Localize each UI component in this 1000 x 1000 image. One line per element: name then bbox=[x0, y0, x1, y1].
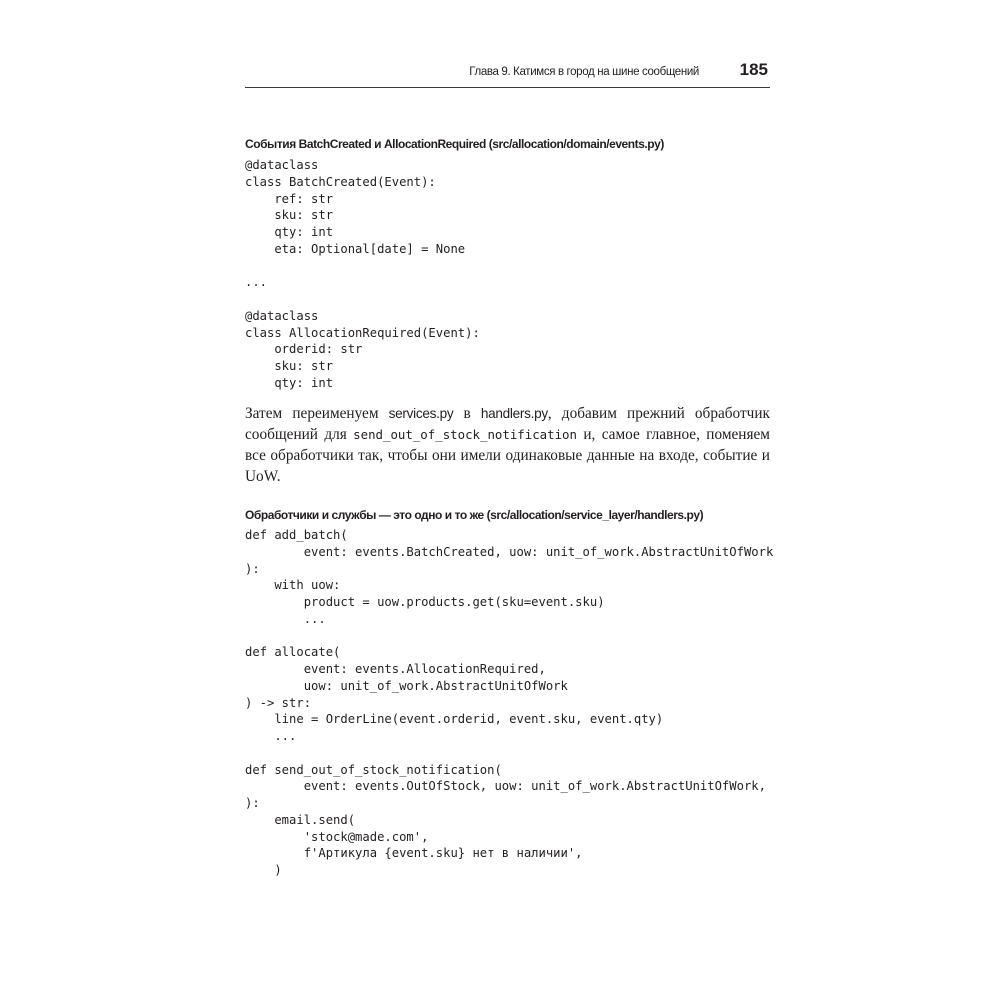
inline-code-handler-name: send_out_of_stock_notification bbox=[353, 427, 577, 442]
paragraph-text-4: и, самое главное, поменяем все обработчики так, чтобы они имели одинаковые данные на входе, событие и UoW. bbox=[245, 426, 770, 485]
book-page bbox=[245, 55, 774, 877]
listing-caption-handlers: Обработчики и службы — это одно и то же (src/allocation/service_layer/handlers.py) bbox=[245, 508, 704, 522]
listing-caption-events: События BatchCreated и AllocationRequired (src/allocation/domain/events.py) bbox=[245, 137, 664, 151]
paragraph-text-3: , добавим прежний обработчик сообщений для bbox=[245, 405, 770, 443]
body-paragraph bbox=[245, 403, 770, 487]
paragraph-text-2: в bbox=[453, 405, 481, 422]
paragraph-text-1: Затем переименуем bbox=[245, 405, 389, 422]
code-listing-handlers: def add_batch( event: events.BatchCreated, uow: unit_of_work.AbstractUnitOfWork ): with uow: product = uow.products.get(sku=event.sku) ... def allocate( event: events.AllocationRequired, uow: unit_of_work.AbstractUnitOfWork ) -> str: line = OrderLine(event.orderid, event.sku, event.qty) ... def send_out_of_stock_notification( event: events.OutOfStock, uow: unit_of_work.AbstractUnitOfWork, ): email.send( 'stock@made.com', f'Артикула {event.sku} нет в наличии', ) bbox=[245, 528, 774, 877]
filename-services: services.py bbox=[388, 406, 454, 421]
page-number: 185 bbox=[739, 60, 768, 79]
filename-handlers: handlers.py bbox=[480, 406, 548, 421]
running-header bbox=[245, 55, 770, 88]
code-listing-events: @dataclass class BatchCreated(Event): ref: str sku: str qty: int eta: Optional[date] = None ... @dataclass class AllocationRequired(Event): orderid: str sku: str qty: int bbox=[245, 158, 480, 390]
chapter-title: Глава 9. Катимся в город на шине сообщений bbox=[469, 66, 699, 78]
